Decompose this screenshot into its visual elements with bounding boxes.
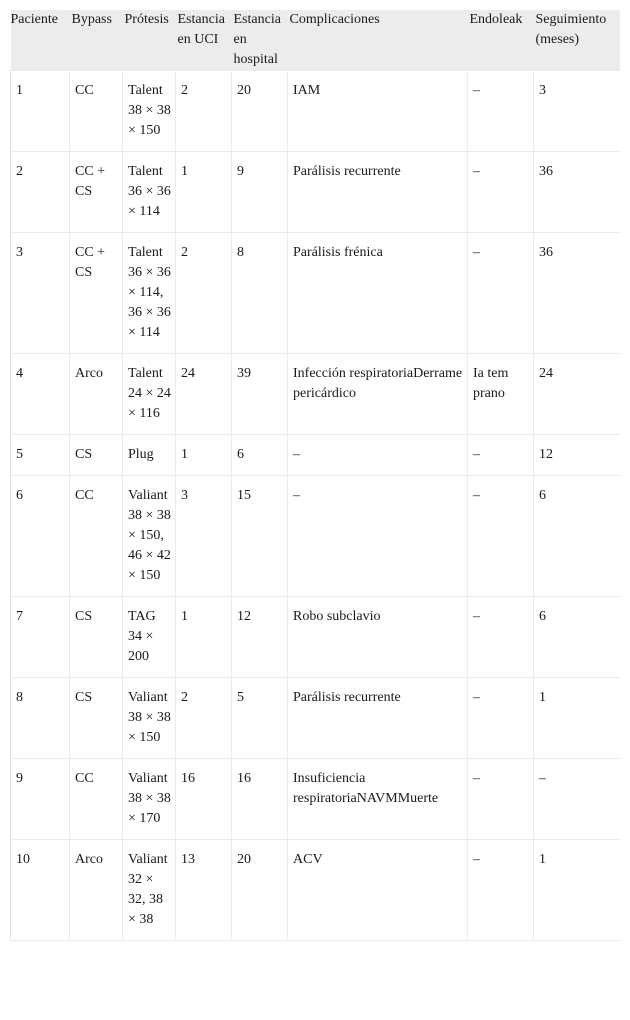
cell-estancia-hospital: 12 <box>232 597 288 678</box>
cell-protesis: Talent 38 × 38 × 150 <box>123 71 176 152</box>
table-row <box>11 476 621 597</box>
header-estancia-hospital: Estancia en hospital <box>232 10 288 71</box>
cell-bypass: CC <box>70 759 123 840</box>
header-seguimiento: Seguimiento (meses) <box>534 10 621 71</box>
cell-paciente: 3 <box>11 233 70 354</box>
cell-protesis: Valiant 32 × 32, 38 × 38 <box>123 840 176 941</box>
cell-seguimiento: 1 <box>534 840 621 941</box>
cell-paciente: 1 <box>11 71 70 152</box>
header-endoleak: Endoleak <box>468 10 534 71</box>
cell-estancia-uci: 1 <box>176 435 232 476</box>
table-row <box>11 759 621 840</box>
cell-endoleak: – <box>468 678 534 759</box>
cell-paciente: 6 <box>11 476 70 597</box>
cell-endoleak: – <box>468 71 534 152</box>
cell-estancia-uci: 2 <box>176 71 232 152</box>
cell-endoleak: Ia tem prano <box>468 354 534 435</box>
table-row <box>11 435 621 476</box>
cell-complicaciones: – <box>288 435 468 476</box>
cell-complicaciones: Infección respiratoriaDerrame pericárdico <box>288 354 468 435</box>
cell-complicaciones: Insuficiencia respiratoriaNAVMMuerte <box>288 759 468 840</box>
cell-protesis: Valiant 38 × 38 × 150, 46 × 42 × 150 <box>123 476 176 597</box>
cell-estancia-hospital: 39 <box>232 354 288 435</box>
cell-estancia-uci: 16 <box>176 759 232 840</box>
cell-complicaciones: Parálisis frénica <box>288 233 468 354</box>
cell-seguimiento: 6 <box>534 597 621 678</box>
cell-bypass: CS <box>70 597 123 678</box>
cell-seguimiento: 12 <box>534 435 621 476</box>
cell-endoleak: – <box>468 233 534 354</box>
cell-complicaciones: Parálisis recurrente <box>288 678 468 759</box>
cell-paciente: 4 <box>11 354 70 435</box>
cell-protesis: Talent 36 × 36 × 114, 36 × 36 × 114 <box>123 233 176 354</box>
cell-seguimiento: 24 <box>534 354 621 435</box>
cell-bypass: Arco <box>70 354 123 435</box>
cell-estancia-hospital: 16 <box>232 759 288 840</box>
cell-paciente: 5 <box>11 435 70 476</box>
cell-estancia-hospital: 15 <box>232 476 288 597</box>
cell-bypass: CS <box>70 678 123 759</box>
cell-estancia-uci: 2 <box>176 233 232 354</box>
header-paciente: Paciente <box>11 10 70 71</box>
cell-seguimiento: 6 <box>534 476 621 597</box>
cell-seguimiento: 36 <box>534 152 621 233</box>
table-row <box>11 678 621 759</box>
cell-complicaciones: IAM <box>288 71 468 152</box>
cell-bypass: CC + CS <box>70 152 123 233</box>
cell-endoleak: – <box>468 435 534 476</box>
cell-complicaciones: Parálisis recurrente <box>288 152 468 233</box>
cell-bypass: CC + CS <box>70 233 123 354</box>
cell-estancia-hospital: 5 <box>232 678 288 759</box>
cell-bypass: Arco <box>70 840 123 941</box>
cell-protesis: Valiant 38 × 38 × 150 <box>123 678 176 759</box>
cell-estancia-uci: 1 <box>176 597 232 678</box>
cell-protesis: TAG 34 × 200 <box>123 597 176 678</box>
cell-endoleak: – <box>468 597 534 678</box>
cell-endoleak: – <box>468 759 534 840</box>
cell-protesis: Valiant 38 × 38 × 170 <box>123 759 176 840</box>
cell-estancia-hospital: 6 <box>232 435 288 476</box>
cell-estancia-hospital: 20 <box>232 71 288 152</box>
table-row <box>11 152 621 233</box>
cell-seguimiento: 3 <box>534 71 621 152</box>
table-row <box>11 354 621 435</box>
cell-protesis: Talent 24 × 24 × 116 <box>123 354 176 435</box>
cell-estancia-uci: 2 <box>176 678 232 759</box>
cell-endoleak: – <box>468 152 534 233</box>
cell-paciente: 9 <box>11 759 70 840</box>
header-complicaciones: Complicaciones <box>288 10 468 71</box>
cell-estancia-uci: 13 <box>176 840 232 941</box>
cell-bypass: CS <box>70 435 123 476</box>
cell-bypass: CC <box>70 71 123 152</box>
table-row <box>11 71 621 152</box>
cell-seguimiento: 36 <box>534 233 621 354</box>
header-bypass: Bypass <box>70 10 123 71</box>
cell-estancia-uci: 3 <box>176 476 232 597</box>
cell-estancia-hospital: 9 <box>232 152 288 233</box>
table-row <box>11 597 621 678</box>
cell-estancia-hospital: 20 <box>232 840 288 941</box>
cell-complicaciones: ACV <box>288 840 468 941</box>
cell-paciente: 7 <box>11 597 70 678</box>
table-container <box>10 10 620 1010</box>
cell-endoleak: – <box>468 476 534 597</box>
cell-paciente: 2 <box>11 152 70 233</box>
cell-paciente: 8 <box>11 678 70 759</box>
table-body <box>11 71 621 941</box>
cell-endoleak: – <box>468 840 534 941</box>
cell-bypass: CC <box>70 476 123 597</box>
cell-complicaciones: – <box>288 476 468 597</box>
header-protesis: Prótesis <box>123 10 176 71</box>
cell-seguimiento: – <box>534 759 621 840</box>
patients-table <box>10 10 620 941</box>
header-row <box>11 10 621 71</box>
cell-paciente: 10 <box>11 840 70 941</box>
cell-estancia-hospital: 8 <box>232 233 288 354</box>
cell-complicaciones: Robo subclavio <box>288 597 468 678</box>
cell-seguimiento: 1 <box>534 678 621 759</box>
cell-protesis: Talent 36 × 36 × 114 <box>123 152 176 233</box>
table-row <box>11 233 621 354</box>
cell-estancia-uci: 1 <box>176 152 232 233</box>
header-estancia-uci: Estancia en UCI <box>176 10 232 71</box>
cell-estancia-uci: 24 <box>176 354 232 435</box>
cell-protesis: Plug <box>123 435 176 476</box>
table-row <box>11 840 621 941</box>
